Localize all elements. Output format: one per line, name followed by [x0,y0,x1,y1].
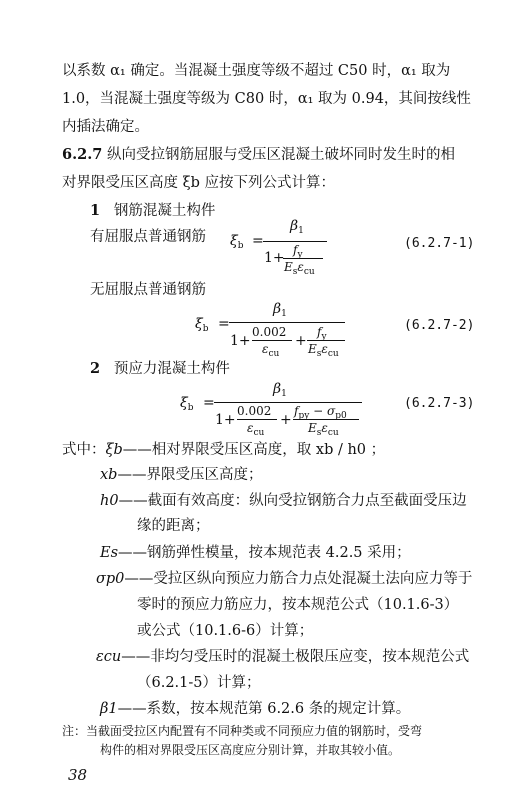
eq2-es-ecu: $E_s\varepsilon_{cu}$ [308,342,339,359]
eq1-number: (6.2.7-1) [404,236,475,251]
eq3-plus: + [280,412,292,428]
def-3-text-a: ——截面有效高度：纵向受拉钢筋合力点至截面受压边 [118,493,467,509]
def-7-symbol: β1 [100,701,118,717]
defs-row-5 [96,572,472,587]
eq2-numerator: $\beta_1$ [273,301,287,319]
def-5-text-a: ——受拉区纵向预应力筋合力点处混凝土法向应力等于 [124,571,473,587]
defs-intro: 式中： [62,442,106,458]
def-3-text-b: 缘的距离； [137,518,210,534]
eq3-const-fraction-line [237,419,277,420]
defs-row-7 [100,702,410,717]
def-2-text: ——界限受压区高度； [117,467,263,483]
eq3-equals: = [203,395,215,411]
def-5-symbol: σp0 [96,571,125,587]
item-1-heading [90,204,215,219]
section-number: 6.2.7 [62,146,103,163]
eq3-es-ecu: $E_s\varepsilon_{cu}$ [308,421,339,438]
defs-row-3 [100,494,467,509]
def-4-symbol: Es [100,545,119,561]
eq3-one-plus: 1+ [215,412,236,428]
def-6-text-a: ——非均匀受压时的混凝土极限压应变，按本规范公式 [121,649,470,665]
item-2-number: 2 [90,360,101,377]
eq1-one-plus: 1+ [264,250,285,266]
eq3-number: (6.2.7-3) [404,396,475,411]
def-7-text: ——系数，按本规范第 6.2.6 条的规定计算。 [117,701,411,717]
eq1-es-ecu: $E_s\varepsilon_{cu}$ [284,260,315,277]
def-2-symbol: xb [100,467,118,483]
eq3-numerator: $\beta_1$ [273,381,287,399]
note-line-1: 注：当截面受拉区内配置有不同种类或不同预应力值的钢筋时，受弯 [62,724,423,738]
item-2-heading [90,362,230,377]
eq3-fpy-fraction-line [293,419,359,420]
page-number: 38 [68,766,88,784]
eq3-lhs: $\xi_b$ [180,395,194,413]
eq1-inner-fraction-line [283,258,323,259]
eq2-fy-fraction-line [307,340,345,341]
def-5-text-b: 零时的预应力筋应力，按本规范公式（10.1.6-3） [137,597,459,613]
item-1-title: 钢筋混凝土构件 [113,203,216,219]
eq2-equals: = [218,316,230,332]
def-4-text: ——钢筋弹性模量，按本规范表 4.2.5 采用； [118,545,411,561]
paragraph-line-2: 1.0，当混凝土强度等级为 C80 时，α₁ 取为 0.94，其间按线性 [62,91,471,107]
def-6-symbol: εcu [96,649,122,665]
eq1-lhs: $\xi_b$ [230,233,244,251]
eq3-const: 0.002 [237,404,272,418]
eq2-fy: $f_y$ [317,325,327,342]
item-1-number: 1 [90,202,101,219]
eq2-one-plus: 1+ [230,333,251,349]
item-1-sub-1: 有屈服点普通钢筋 [90,229,206,245]
paragraph-line-1: 以系数 α₁ 确定。当混凝土强度等级不超过 C50 时，α₁ 取为 [62,63,451,79]
defs-row-6 [96,650,469,665]
item-2-title: 预应力混凝土构件 [113,361,230,377]
def-5-text-c: 或公式（10.1.6-6）计算； [137,623,314,639]
section-text-1: 纵向受拉钢筋屈服与受压区混凝土破坏同时发生时的相 [106,147,455,163]
note-line-2: 构件的相对界限受压区高度应分别计算，并取其较小值。 [100,743,401,757]
defs-row-1 [62,443,385,458]
def-6-text-b: （6.2.1-5）计算； [137,675,261,691]
item-1-sub-2: 无屈服点普通钢筋 [90,282,206,298]
eq1-numerator: $\beta_1$ [290,218,304,236]
eq2-const-fraction-line [252,340,292,341]
defs-row-4 [100,546,411,561]
eq2-ecu: $\varepsilon_{cu}$ [262,342,280,359]
eq2-fraction-line [229,322,345,323]
paragraph-line-3: 内插法确定。 [62,119,149,135]
eq1-fraction-line [263,241,327,242]
section-heading [62,148,455,163]
eq2-number: (6.2.7-2) [404,318,475,333]
eq3-ecu: $\varepsilon_{cu}$ [247,421,265,438]
def-3-symbol: h0 [100,493,119,509]
eq3-fraction-line [214,402,362,403]
eq1-equals: = [252,233,264,249]
eq3-fpy-minus-sigma: $f_{py} - \sigma_{p0}$ [294,404,347,421]
eq2-plus: + [295,333,307,349]
defs-row-2 [100,468,262,483]
section-text-2: 对界限受压区高度 ξb 应按下列公式计算： [62,175,335,191]
eq2-lhs: $\xi_b$ [195,316,209,334]
eq2-const: 0.002 [252,325,287,339]
eq1-fy: $f_y$ [293,243,303,260]
def-1-symbol: ξb [105,442,123,458]
def-1-text: ——相对界限受压区高度，取 xb / h0 ； [122,442,386,458]
